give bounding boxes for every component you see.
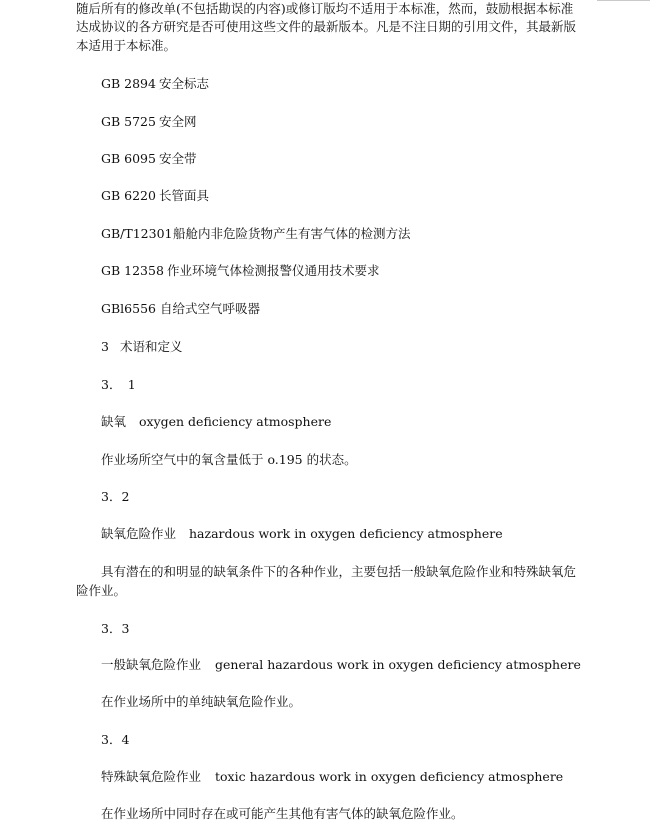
term-heading [101, 769, 563, 785]
term-zh: 缺氧 [101, 414, 127, 429]
reference-code: GB/T12301 [101, 226, 173, 241]
term-zh: 特殊缺氧危险作业 [101, 769, 202, 784]
term-number: 3． 1 [101, 377, 136, 392]
reference-item [101, 76, 209, 92]
reference-title: 船舱内非危险货物产生有害气体的检测方法 [173, 226, 411, 241]
term-definition: 作业场所空气中的氧含量低于 o.195 的状态。 [101, 452, 357, 467]
reference-title: 自给式空气呼吸器 [160, 301, 261, 316]
reference-title: 作业环境气体检测报警仪通用技术要求 [167, 263, 380, 278]
reference-code: GB 6220 [101, 188, 156, 203]
section-title: 术语和定义 [120, 339, 183, 354]
reference-item [101, 226, 411, 242]
reference-item [101, 151, 197, 167]
term-heading [101, 526, 503, 542]
reference-code: GB 5725 [101, 114, 156, 129]
term-en: toxic hazardous work in oxygen deficiency atmosphere [215, 769, 564, 784]
term-number: 3．2 [101, 489, 130, 504]
reference-code: GB 6095 [101, 151, 156, 166]
term-heading [101, 657, 581, 673]
reference-title: 安全网 [159, 114, 197, 129]
reference-item [101, 301, 260, 317]
term-en: oxygen deficiency atmosphere [139, 414, 332, 429]
reference-code: GB 12358 [101, 263, 164, 278]
section-number: 3 [101, 339, 109, 354]
term-definition: 在作业场所中同时存在或可能产生其他有害气体的缺氧危险作业。 [101, 806, 464, 821]
term-en: hazardous work in oxygen deficiency atmosphere [189, 526, 503, 541]
term-number: 3．4 [101, 732, 130, 747]
term-zh: 缺氧危险作业 [101, 526, 177, 541]
reference-title: 长管面具 [159, 188, 210, 203]
term-definition: 在作业场所中的单纯缺氧危险作业。 [101, 694, 302, 709]
section-heading [101, 339, 183, 355]
reference-title: 安全带 [159, 151, 197, 166]
term-en: general hazardous work in oxygen deficiency atmosphere [215, 657, 581, 672]
term-definition-line-1: 具有潜在的和明显的缺氧条件下的各种作业，主要包括一般缺氧危险作业和特殊缺氧危 [101, 564, 577, 579]
reference-item [101, 188, 209, 204]
term-zh: 一般缺氧危险作业 [101, 657, 202, 672]
reference-item [101, 114, 197, 130]
term-number: 3．3 [101, 621, 130, 636]
reference-code: GB 2894 [101, 76, 156, 91]
intro-line-2: 达成协议的各方研究是否可使用这些文件的最新版本。凡是不注日期的引用文件，其最新版 [76, 19, 577, 34]
reference-code: GBl6556 [101, 301, 156, 316]
reference-item [101, 263, 380, 279]
reference-title: 安全标志 [159, 76, 210, 91]
intro-line-3: 本适用于本标准。 [76, 38, 177, 53]
intro-line-1: 随后所有的修改单(不包括勘误的内容)或修订版均不适用于本标准，然而，鼓励根据本标准 [76, 1, 574, 16]
term-heading [101, 414, 331, 430]
top-rule [597, 0, 650, 1]
term-definition-line-2: 险作业。 [76, 583, 127, 598]
